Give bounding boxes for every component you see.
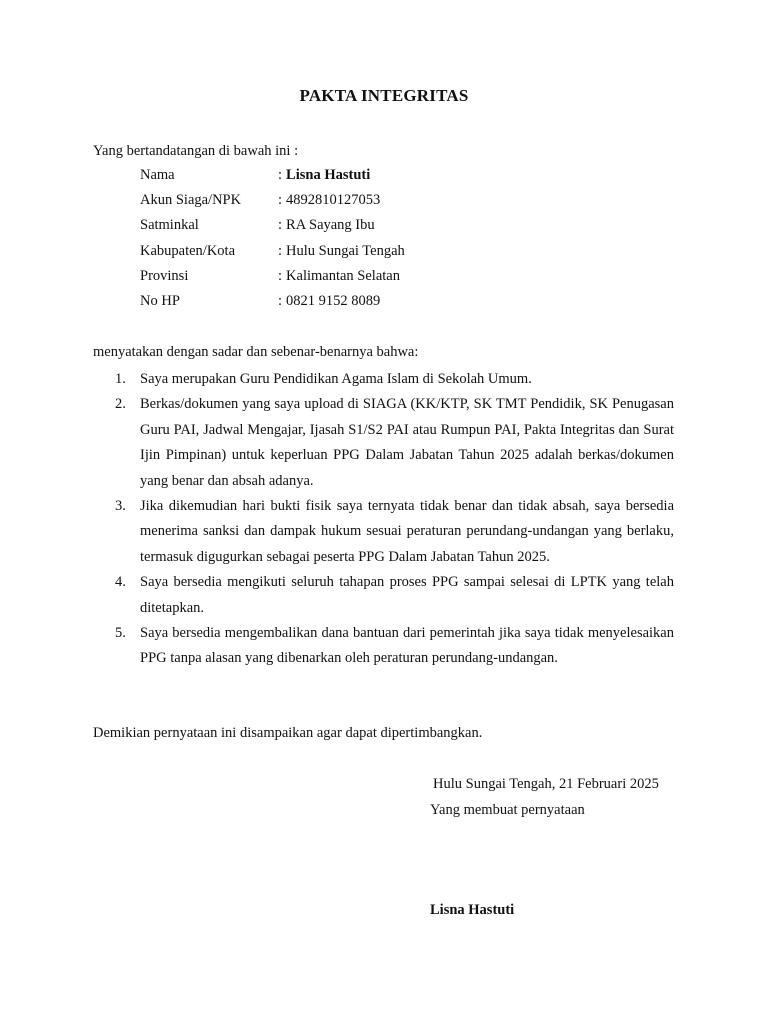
identity-value-name: Lisna Hastuti (286, 167, 371, 183)
identity-colon: : (278, 267, 283, 284)
identity-colon: : (278, 217, 283, 234)
identity-row-nohp (140, 291, 540, 316)
identity-colon: : (278, 192, 283, 209)
identity-row-satminkal (140, 215, 540, 240)
identity-label: Nama (140, 167, 175, 183)
identity-label: Kabupaten/Kota (140, 242, 236, 259)
statement-text: Saya merupakan Guru Pendidikan Agama Islam di Sekolah Umum. (140, 371, 532, 387)
statement-number: 3. (115, 498, 126, 515)
identity-colon: : (278, 167, 283, 183)
identity-label: Provinsi (140, 267, 189, 284)
identity-colon: : (278, 242, 283, 259)
signature-role: Yang membuat pernyataan (430, 802, 585, 818)
statement-text: Jika dikemudian hari bukti fisik saya ternyata tidak benar dan tidak absah, saya bersedia menerima sanksi dan dampak hukum sesuai peraturan perundang-undangan yang berlaku, termasuk digugurkan sebagai peserta PPG Dalam Jabatan Tahun 2025. (140, 498, 674, 565)
document-title: PAKTA INTEGRITAS (299, 86, 469, 105)
identity-table (140, 165, 540, 316)
identity-label: No HP (140, 292, 180, 309)
statement-number: 1. (115, 371, 126, 387)
statement-lead: menyatakan dengan sadar dan sebenar-benarnya bahwa: (93, 344, 419, 360)
identity-value-satminkal: RA Sayang Ibu (286, 217, 375, 234)
statement-item (93, 392, 674, 494)
statement-item (93, 570, 674, 621)
identity-label: Satminkal (140, 217, 199, 234)
identity-row-nama (140, 165, 540, 190)
statement-text: Berkas/dokumen yang saya upload di SIAGA (KK/KTP, SK TMT Pendidik, SK Penugasan Guru PAI, Jadwal Mengajar, Ijasah S1/S2 PAI atau Rumpun PAI, Pakta Integritas dan Surat Ijin Pimpinan) untuk keperluan PPG Dalam Jabatan Tahun 2025 adalah berkas/dokumen yang benar dan absah adanya. (140, 396, 674, 489)
signature-place-date: Hulu Sungai Tengah, 21 Februari 2025 (433, 776, 659, 792)
signature-block (430, 774, 690, 820)
identity-value-npk: 4892810127053 (286, 192, 381, 209)
statement-text: Saya bersedia mengikuti seluruh tahapan proses PPG sampai selesai di LPTK yang telah ditetapkan. (140, 574, 674, 616)
statement-number: 5. (115, 625, 126, 642)
statement-item (93, 494, 674, 570)
intro-text: Yang bertandatangan di bawah ini : (93, 143, 299, 159)
statement-number: 4. (115, 574, 126, 591)
statement-number: 2. (115, 396, 126, 413)
signature-name: Lisna Hastuti (430, 902, 515, 918)
identity-colon: : (278, 292, 283, 309)
identity-row-provinsi (140, 266, 540, 291)
identity-value-kabupaten: Hulu Sungai Tengah (286, 242, 405, 259)
identity-row-npk (140, 190, 540, 215)
statement-item (93, 367, 674, 392)
identity-value-nohp: 0821 9152 8089 (286, 292, 381, 309)
statement-item (93, 621, 674, 672)
identity-row-kabupaten (140, 241, 540, 266)
identity-label: Akun Siaga/NPK (140, 192, 242, 209)
statement-text: Saya bersedia mengembalikan dana bantuan dari pemerintah jika saya tidak menyelesaikan PPG tanpa alasan yang dibenarkan oleh peraturan perundang-undangan. (140, 625, 674, 667)
closing-text: Demikian pernyataan ini disampaikan agar dapat dipertimbangkan. (93, 725, 483, 741)
statement-list (93, 367, 674, 672)
identity-value-provinsi: Kalimantan Selatan (286, 267, 400, 284)
